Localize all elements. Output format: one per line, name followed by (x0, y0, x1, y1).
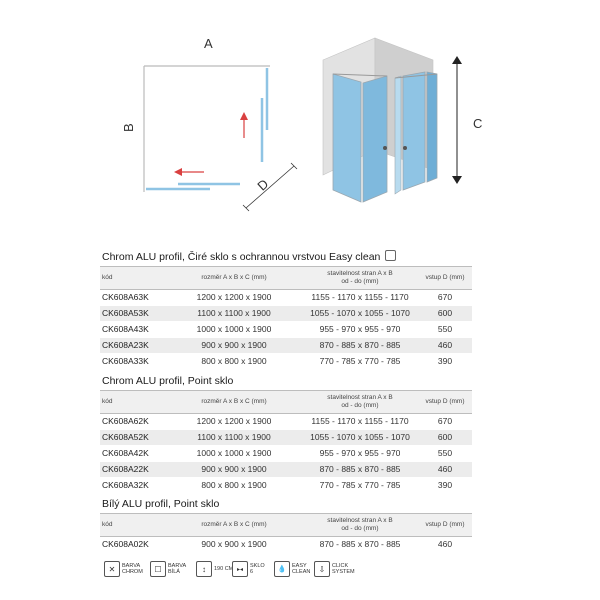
header-entry: vstup D (mm) (425, 274, 465, 281)
header-code: kód (102, 398, 113, 405)
dimension-label-d: D (254, 176, 272, 194)
header-dims: rozměr A x B x C (mm) (201, 521, 267, 528)
shower-enclosure-3d-illustration (315, 30, 495, 220)
table-row: CK608A53K 1100 x 1100 x 1900 1055 - 1070 x 1055 - 1070 600 (100, 306, 472, 322)
table-row: CK608A43K 1000 x 1000 x 1900 955 - 970 x 955 - 970 550 (100, 322, 472, 338)
dimension-label-b: B (121, 123, 136, 132)
header-code: kód (102, 521, 113, 528)
section-title-text: Bílý ALU profil, Point sklo (102, 498, 220, 510)
table-row: CK608A62K 1200 x 1200 x 1900 1155 - 1170 x 1155 - 1170 670 (100, 414, 472, 430)
legend-glass: ▸◂ SKLO 6 (232, 558, 265, 580)
table-header (100, 266, 472, 290)
header-range: stavitelnost stran A x B od - do (mm) (327, 270, 393, 285)
product-table (100, 513, 472, 553)
product-table (100, 390, 472, 494)
section-title (102, 375, 233, 387)
dimension-label-a: A (204, 36, 213, 51)
table-row: CK608A42K 1000 x 1000 x 1900 955 - 970 x 955 - 970 550 (100, 446, 472, 462)
section-title-text: Chrom ALU profil, Point sklo (102, 375, 234, 387)
header-dims: rozměr A x B x C (mm) (201, 398, 267, 405)
floor-plan-diagram (110, 30, 300, 220)
header-entry: vstup D (mm) (425, 398, 465, 405)
table-row: CK608A23K 900 x 900 x 1900 870 - 885 x 870 - 885 460 (100, 338, 472, 354)
glass-thickness-icon: ▸◂ (232, 561, 248, 577)
legend-click-system: ⇩ CLICK SYSTEM (314, 558, 355, 580)
section-title (102, 498, 219, 510)
header-code: kód (102, 274, 113, 281)
table-row: CK608A22K 900 x 900 x 1900 870 - 885 x 870 - 885 460 (100, 462, 472, 478)
height-icon: ↕ (196, 561, 212, 577)
table-row: CK608A63K 1200 x 1200 x 1900 1155 - 1170 x 1155 - 1170 670 (100, 290, 472, 306)
table-row: CK608A33K 800 x 800 x 1900 770 - 785 x 770 - 785 390 (100, 354, 472, 370)
easy-clean-icon: 💧 (274, 561, 290, 577)
table-row: CK608A02K 900 x 900 x 1900 870 - 885 x 870 - 885 460 (100, 537, 472, 553)
table-header (100, 390, 472, 414)
legend-height: ↕ 190 CM (196, 558, 233, 580)
white-color-icon: ☐ (150, 561, 166, 577)
header-range: stavitelnost stran A x B od - do (mm) (327, 517, 393, 532)
chrome-color-icon: ✕ (104, 561, 120, 577)
header-range: stavitelnost stran A x B od - do (mm) (327, 394, 393, 409)
table-row: CK608A52K 1100 x 1100 x 1900 1055 - 1070 x 1055 - 1070 600 (100, 430, 472, 446)
legend-easy-clean: 💧 EASY CLEAN (274, 558, 310, 580)
legend-white: ☐ BARVA BÍLÁ (150, 558, 186, 580)
table-header (100, 513, 472, 537)
legend-chrome: ✕ BARVA CHROM (104, 558, 143, 580)
header-entry: vstup D (mm) (425, 521, 465, 528)
click-system-icon: ⇩ (314, 561, 330, 577)
section-title-text: Chrom ALU profil, Čiré sklo s ochrannou vrstvou Easy clean (102, 251, 381, 263)
table-row: CK608A32K 800 x 800 x 1900 770 - 785 x 770 - 785 390 (100, 478, 472, 494)
product-table (100, 266, 472, 370)
easy-clean-icon (385, 250, 396, 261)
header-dims: rozměr A x B x C (mm) (201, 274, 267, 281)
section-title (102, 250, 396, 263)
dimension-label-c: C (473, 116, 483, 131)
